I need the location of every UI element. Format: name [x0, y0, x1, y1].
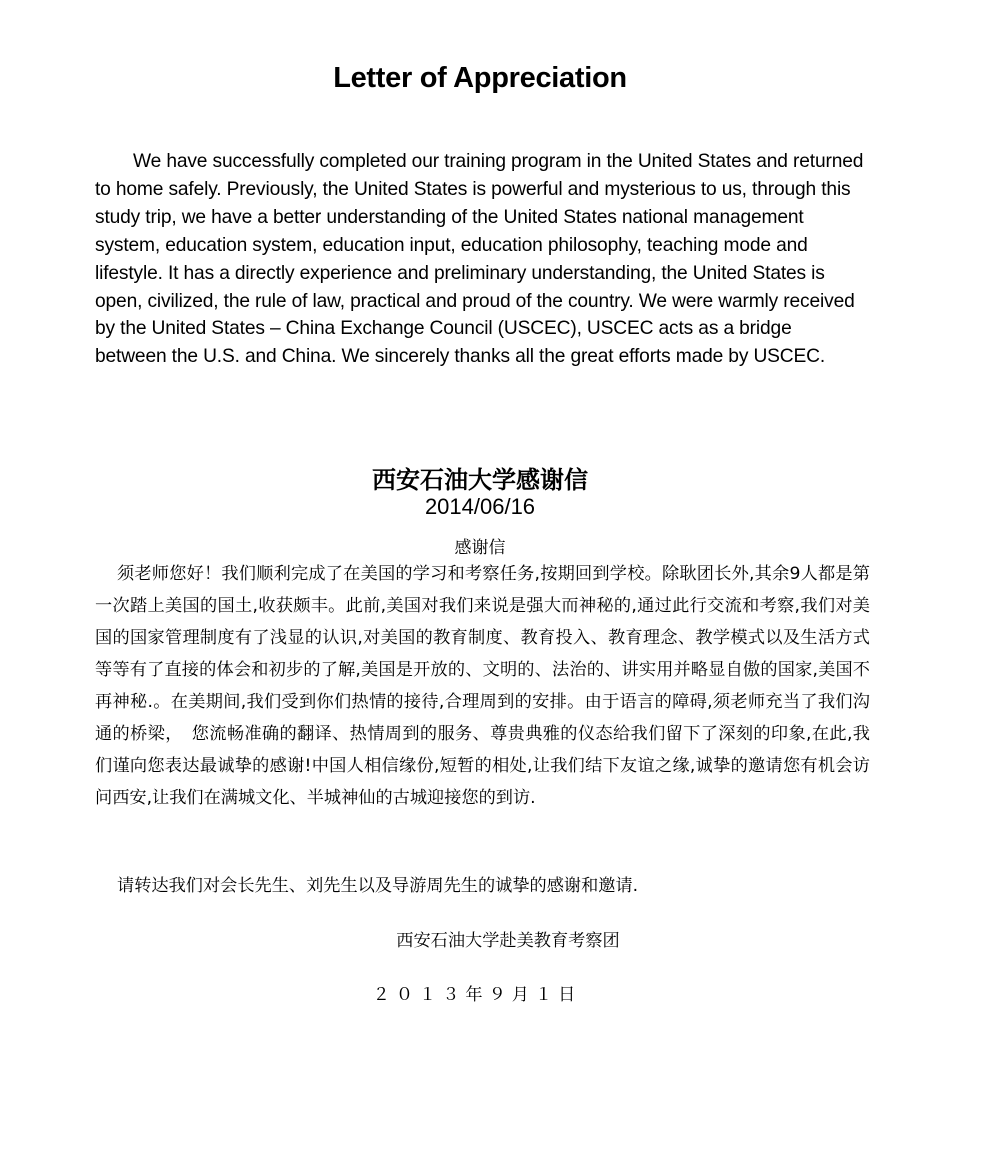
english-title: Letter of Appreciation [333, 62, 627, 94]
chinese-signature-date: ２０１３年９月１日 [372, 985, 582, 1005]
chinese-subtitle: 感谢信 [454, 538, 506, 558]
chinese-body-paragraph: 须老师您好！我们顺利完成了在美国的学习和考察任务,按期回到学校。除耿团长外,其余9人都是第一次踏上美国的国土,收获颇丰。此前,美国对我们来说是强大而神秘的,通过此行交流和考察,我们对美国的国家管理制度有了浅显的认识,对美国的教育制度、教育投入、教育理念、教学模式以及生活方式等等有了直接的体会和初步的了解,美国是开放的、文明的、法治的、讲实用并略显自傲的国家,美国不再神秘.。在美期间,我们受到你们热情的接待,合理周到的安排。由于语言的障碍,须老师充当了我们沟通的桥梁， 您流畅准确的翻译、热情周到的服务、尊贵典雅的仪态给我们留下了深刻的印象,在此,我们谨向您表达最诚挚的感谢!中国人相信缘份,短暂的相处,让我们结下友谊之缘,诚挚的邀请您有机会访问西安,让我们在满城文化、半城神仙的古城迎接您的到访. [95, 564, 870, 808]
chinese-signature: 西安石油大学赴美教育考察团 [396, 931, 620, 951]
english-body-paragraph: We have successfully completed our training program in the United States and returned to home safely. Previously, the United States is powerful and mysterious to us, through this study trip, we have a better understanding of the United States national management system, education system, education input, education philosophy, teaching mode and lifestyle. It has a directly experience and preliminary understanding, the United States is open, civilized, the rule of law, practical and proud of the country. We were warmly received by the United States – China Exchange Council (USCEC), USCEC acts as a bridge between the U.S. and China. We sincerely thanks all the great efforts made by USCEC. [95, 151, 864, 368]
chinese-title: 西安石油大学感谢信 [372, 466, 588, 494]
chinese-date: 2014/06/16 [424, 494, 536, 519]
chinese-convey-paragraph: 请转达我们对会长先生、刘先生以及导游周先生的诚挚的感谢和邀请. [117, 876, 639, 896]
